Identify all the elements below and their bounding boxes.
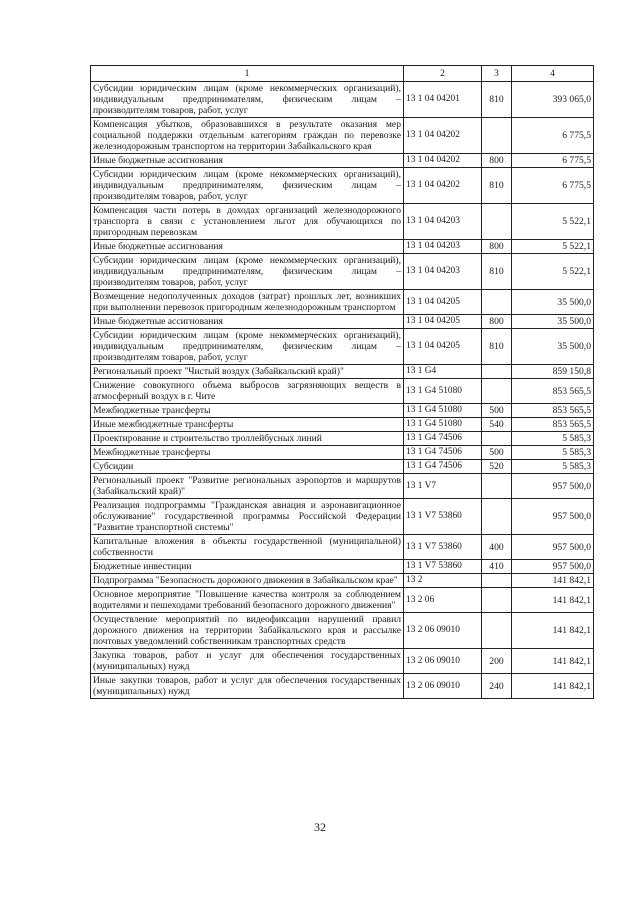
row-expense-type [482, 474, 512, 499]
table-row [91, 446, 594, 460]
table-row [91, 404, 594, 418]
row-amount: 957 500,0 [512, 499, 594, 535]
row-expense-type: 520 [482, 460, 512, 474]
table-row [91, 82, 594, 118]
row-description: Иные бюджетные ассигнования [91, 315, 404, 329]
table-row [91, 535, 594, 560]
row-amount: 141 842,1 [512, 674, 594, 699]
row-expense-type: 810 [482, 168, 512, 204]
row-description: Возмещение недополученных доходов (затрат) прошлых лет, возникших при выполнении перевозок пригородным железнодорожным транспортом [91, 290, 404, 315]
row-code: 13 1 V7 53860 [404, 499, 482, 535]
row-code: 13 1 04 04202 [404, 118, 482, 154]
table-row [91, 240, 594, 254]
table-row [91, 168, 594, 204]
row-amount: 5 585,3 [512, 432, 594, 446]
row-code: 13 1 04 04203 [404, 254, 482, 290]
table-row [91, 560, 594, 574]
row-amount: 5 585,3 [512, 460, 594, 474]
row-amount: 393 065,0 [512, 82, 594, 118]
row-description: Бюджетные инвестиции [91, 560, 404, 574]
table-row [91, 315, 594, 329]
table-row [91, 432, 594, 446]
row-expense-type [482, 379, 512, 404]
row-expense-type [482, 365, 512, 379]
row-expense-type [482, 290, 512, 315]
row-amount: 5 522,1 [512, 240, 594, 254]
row-code: 13 1 G4 [404, 365, 482, 379]
table-row [91, 204, 594, 240]
row-code: 13 2 [404, 574, 482, 588]
row-code: 13 1 04 04201 [404, 82, 482, 118]
row-amount: 6 775,5 [512, 154, 594, 168]
row-description: Региональный проект "Развитие региональных аэропортов и маршрутов (Забайкальский край)" [91, 474, 404, 499]
table-row [91, 474, 594, 499]
row-expense-type: 400 [482, 535, 512, 560]
row-description: Реализация подпрограммы "Гражданская авиация и аэронавигационное обслуживание" государственной программы Российской Федерации "Развитие транспортной системы" [91, 499, 404, 535]
row-code: 13 1 V7 [404, 474, 482, 499]
row-code: 13 1 04 04205 [404, 329, 482, 365]
row-expense-type: 810 [482, 329, 512, 365]
header-col-2: 2 [404, 66, 482, 82]
table-row [91, 329, 594, 365]
row-amount: 141 842,1 [512, 588, 594, 613]
table-row [91, 118, 594, 154]
row-amount: 859 150,8 [512, 365, 594, 379]
row-description: Иные бюджетные ассигнования [91, 240, 404, 254]
row-amount: 141 842,1 [512, 613, 594, 649]
row-amount: 141 842,1 [512, 574, 594, 588]
row-description: Компенсация убытков, образовавшихся в результате оказания мер социальной поддержки отдельным категориям граждан по перевозке железнодорожным транспортом на территории Забайкальского края [91, 118, 404, 154]
row-code: 13 1 G4 74506 [404, 446, 482, 460]
row-description: Снижение совокупного объема выбросов загрязняющих веществ в атмосферный воздух в г. Чите [91, 379, 404, 404]
page-number: 32 [314, 820, 326, 834]
row-expense-type [482, 574, 512, 588]
row-code: 13 1 G4 51080 [404, 379, 482, 404]
row-code: 13 1 G4 51080 [404, 418, 482, 432]
row-description: Иные бюджетные ассигнования [91, 154, 404, 168]
row-description: Межбюджетные трансферты [91, 404, 404, 418]
table-row [91, 365, 594, 379]
row-amount: 5 585,3 [512, 446, 594, 460]
row-expense-type: 500 [482, 404, 512, 418]
row-expense-type: 800 [482, 154, 512, 168]
row-amount: 141 842,1 [512, 649, 594, 674]
row-expense-type [482, 204, 512, 240]
budget-table [90, 65, 594, 699]
row-description: Субсидии юридическим лицам (кроме некоммерческих организаций), индивидуальным предпринимателям, физическим лицам – производителям товаров, работ, услуг [91, 82, 404, 118]
row-expense-type: 410 [482, 560, 512, 574]
row-description: Компенсация части потерь в доходах организаций железнодорожного транспорта в связи с установлением льгот для обучающихся по пригородным перевозкам [91, 204, 404, 240]
row-amount: 957 500,0 [512, 560, 594, 574]
row-amount: 853 565,5 [512, 418, 594, 432]
row-amount: 957 500,0 [512, 474, 594, 499]
row-expense-type: 540 [482, 418, 512, 432]
row-code: 13 2 06 09010 [404, 613, 482, 649]
row-description: Иные закупки товаров, работ и услуг для обеспечения государственных (муниципальных) нужд [91, 674, 404, 699]
table-row [91, 254, 594, 290]
row-expense-type: 240 [482, 674, 512, 699]
row-amount: 35 500,0 [512, 329, 594, 365]
row-description: Иные межбюджетные трансферты [91, 418, 404, 432]
row-amount: 853 565,5 [512, 379, 594, 404]
row-code: 13 1 04 04203 [404, 240, 482, 254]
row-description: Осуществление мероприятий по видеофиксации нарушений правил дорожного движения на территории Забайкальского края и рассылке почтовых уведомлений собственникам транспортных средств [91, 613, 404, 649]
row-amount: 6 775,5 [512, 118, 594, 154]
row-expense-type [482, 613, 512, 649]
table-row [91, 499, 594, 535]
row-code: 13 1 04 04202 [404, 154, 482, 168]
row-code: 13 1 04 04205 [404, 315, 482, 329]
row-expense-type: 810 [482, 254, 512, 290]
table-row [91, 290, 594, 315]
row-code: 13 1 G4 74506 [404, 432, 482, 446]
row-expense-type [482, 499, 512, 535]
row-code: 13 2 06 09010 [404, 649, 482, 674]
table-row [91, 613, 594, 649]
row-expense-type [482, 432, 512, 446]
table-row [91, 418, 594, 432]
header-col-3: 3 [482, 66, 512, 82]
row-expense-type [482, 118, 512, 154]
row-expense-type: 810 [482, 82, 512, 118]
row-code: 13 1 V7 53860 [404, 535, 482, 560]
row-amount: 957 500,0 [512, 535, 594, 560]
table-row [91, 154, 594, 168]
row-code: 13 2 06 09010 [404, 674, 482, 699]
row-description: Субсидии юридическим лицам (кроме некоммерческих организаций), индивидуальным предпринимателям, физическим лицам – производителям товаров, работ, услуг [91, 254, 404, 290]
row-amount: 6 775,5 [512, 168, 594, 204]
table-row [91, 649, 594, 674]
table-row [91, 588, 594, 613]
row-description: Подпрограмма "Безопасность дорожного движения в Забайкальском крае" [91, 574, 404, 588]
row-amount: 35 500,0 [512, 315, 594, 329]
row-expense-type [482, 588, 512, 613]
row-code: 13 1 G4 74506 [404, 460, 482, 474]
row-amount: 5 522,1 [512, 254, 594, 290]
row-expense-type: 500 [482, 446, 512, 460]
row-amount: 35 500,0 [512, 290, 594, 315]
row-description: Закупка товаров, работ и услуг для обеспечения государственных (муниципальных) нужд [91, 649, 404, 674]
row-description: Субсидии [91, 460, 404, 474]
row-code: 13 1 04 04205 [404, 290, 482, 315]
header-col-1: 1 [91, 66, 404, 82]
table-row [91, 674, 594, 699]
row-code: 13 1 04 04203 [404, 204, 482, 240]
row-description: Основное мероприятие "Повышение качества контроля за соблюдением водителями и пешеходами требований безопасного дорожного движения" [91, 588, 404, 613]
table-row [91, 379, 594, 404]
header-col-4: 4 [512, 66, 594, 82]
row-expense-type: 800 [482, 240, 512, 254]
row-code: 13 1 V7 53860 [404, 560, 482, 574]
row-description: Межбюджетные трансферты [91, 446, 404, 460]
table-header-row [91, 66, 594, 82]
row-amount: 5 522,1 [512, 204, 594, 240]
row-description: Субсидии юридическим лицам (кроме некоммерческих организаций), индивидуальным предпринимателям, физическим лицам – производителям товаров, работ, услуг [91, 168, 404, 204]
row-code: 13 1 04 04202 [404, 168, 482, 204]
row-code: 13 1 G4 51080 [404, 404, 482, 418]
row-amount: 853 565,5 [512, 404, 594, 418]
row-code: 13 2 06 [404, 588, 482, 613]
row-expense-type: 200 [482, 649, 512, 674]
table-row [91, 574, 594, 588]
row-description: Проектирование и строительство троллейбусных линий [91, 432, 404, 446]
table-row [91, 460, 594, 474]
row-expense-type: 800 [482, 315, 512, 329]
row-description: Капитальные вложения в объекты государственной (муниципальной) собственности [91, 535, 404, 560]
row-description: Субсидии юридическим лицам (кроме некоммерческих организаций), индивидуальным предпринимателям, физическим лицам – производителям товаров, работ, услуг [91, 329, 404, 365]
row-description: Региональный проект "Чистый воздух (Забайкальский край)" [91, 365, 404, 379]
